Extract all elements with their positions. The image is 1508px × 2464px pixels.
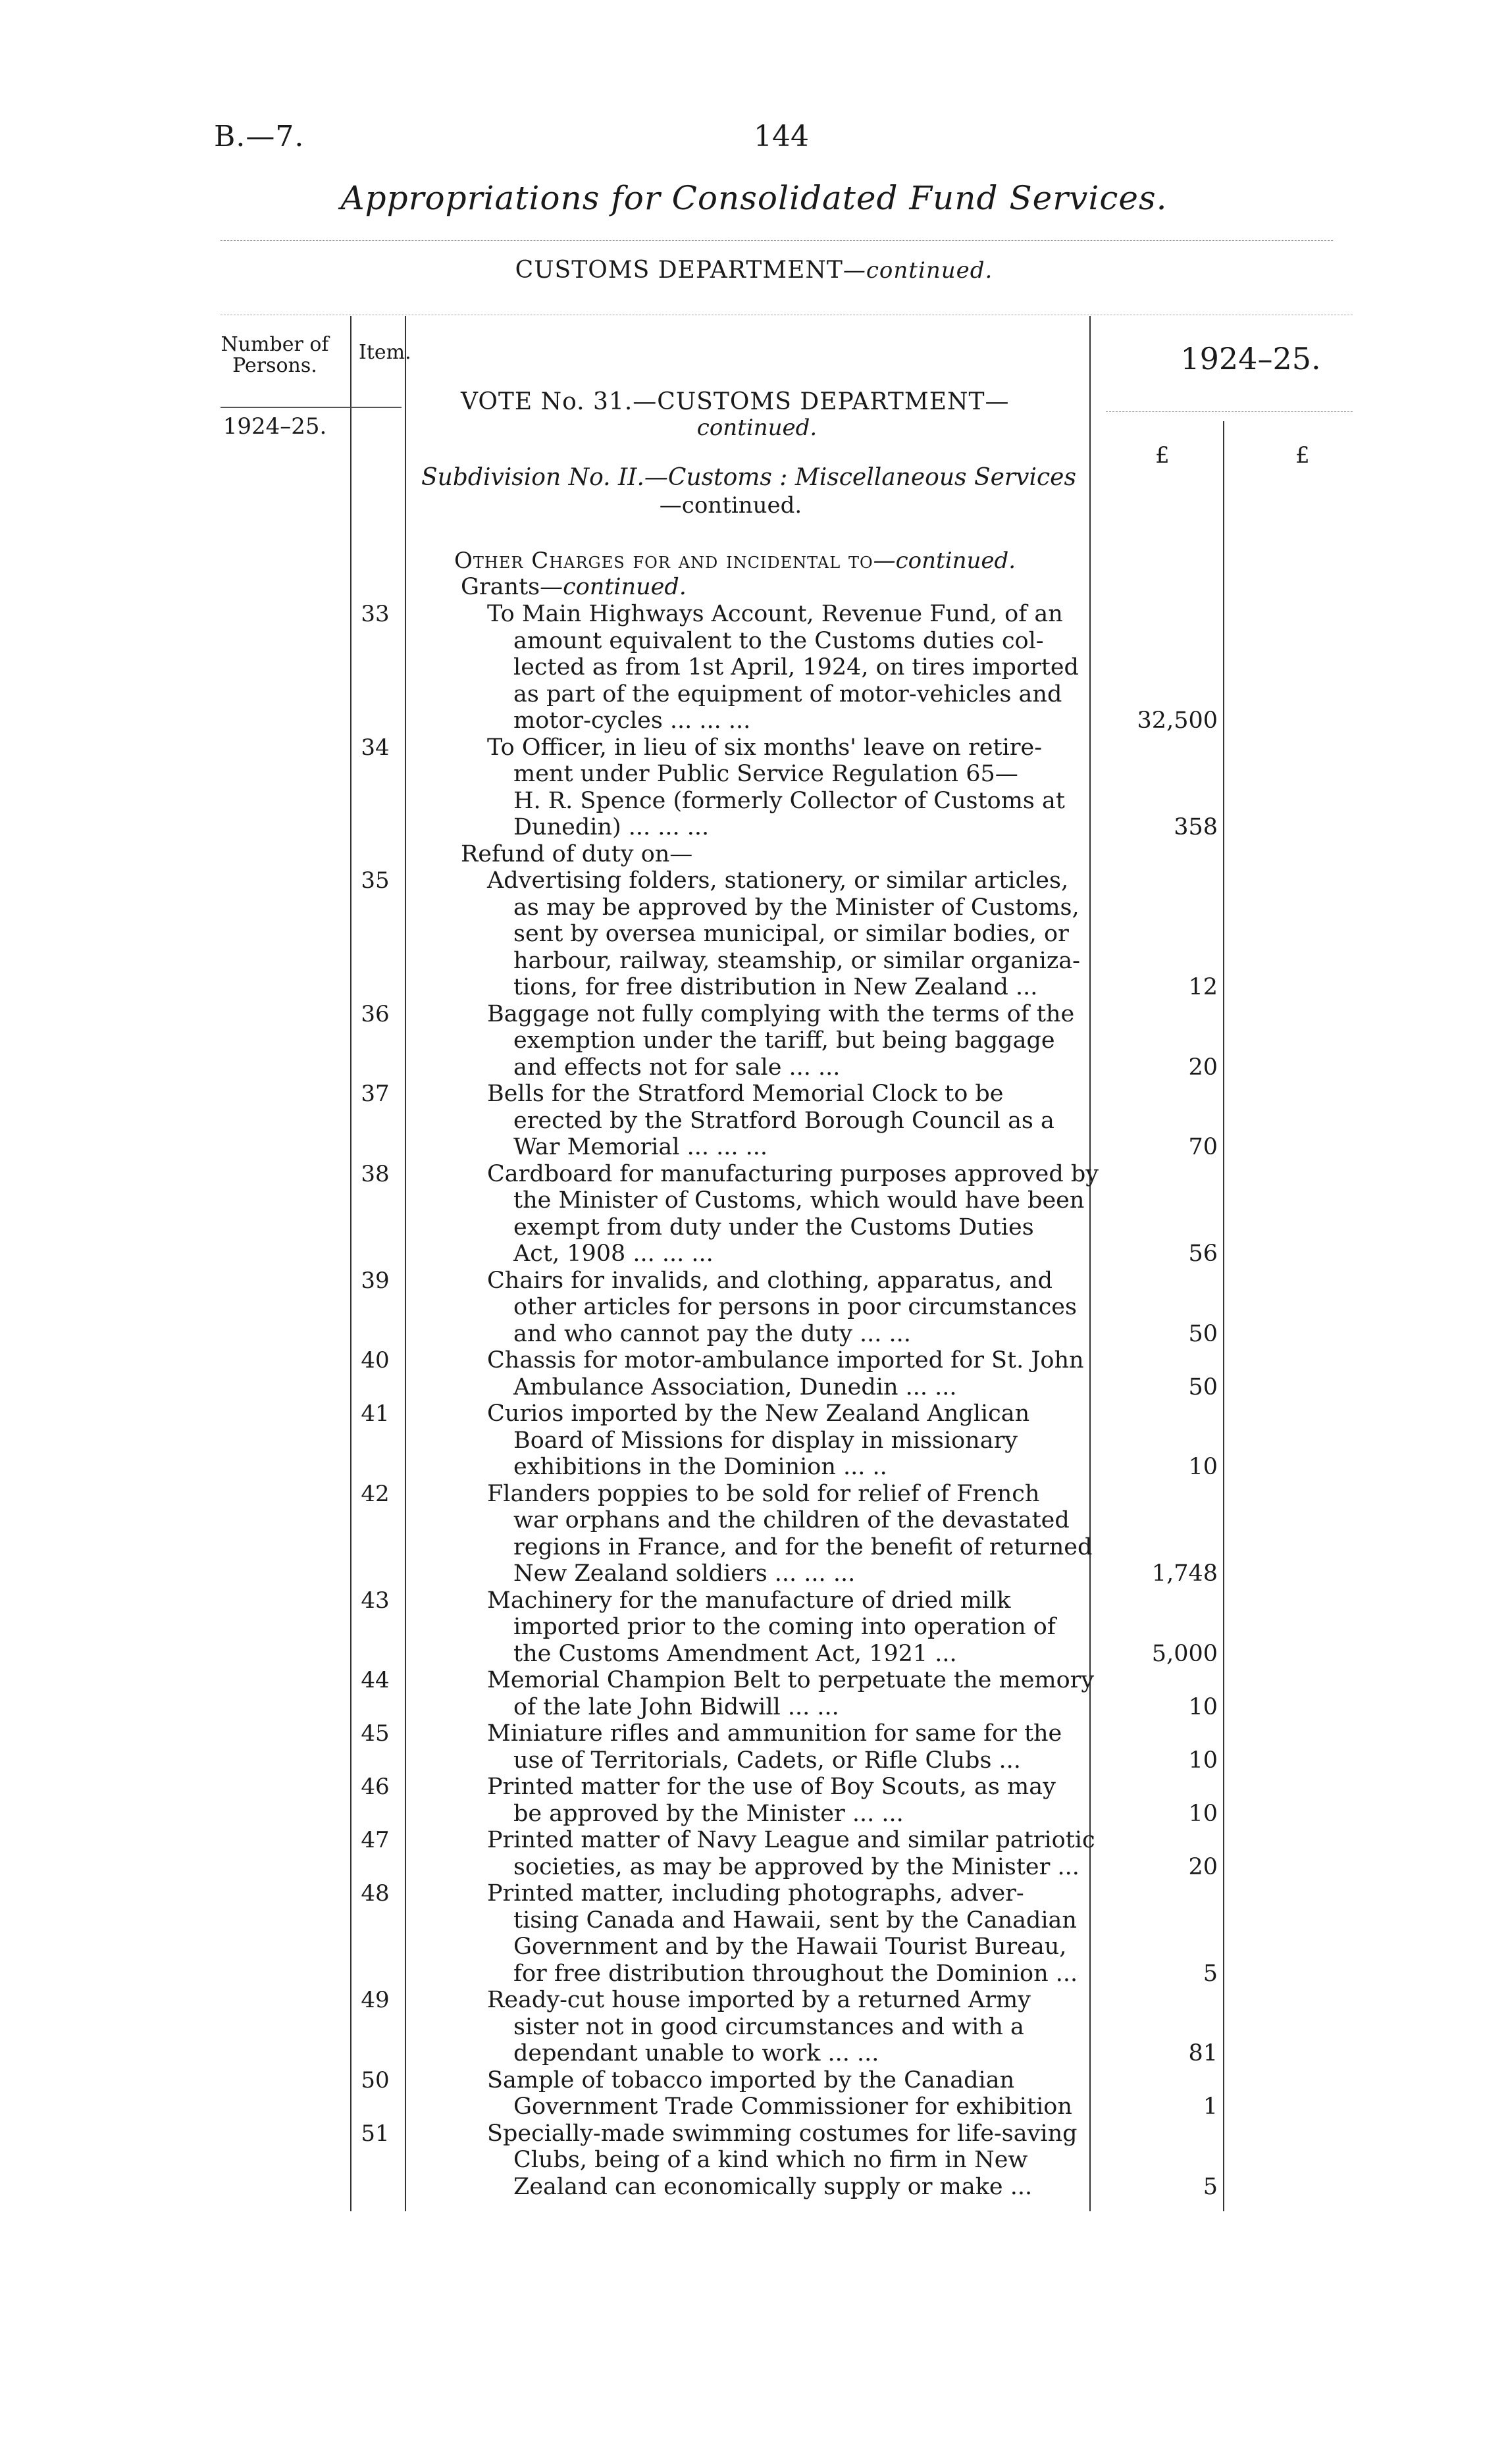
description-line: tising Canada and Hawaii, sent by the Canadian [513,1907,1077,1934]
item-number: 38 [361,1160,390,1187]
item-number: 45 [361,1720,390,1747]
item-number: 34 [361,734,390,761]
item-number: 37 [361,1081,390,1107]
description-line: motor-cycles ... ... ... [513,707,751,734]
item-number: 51 [361,2120,390,2147]
refund-heading: Refund of duty on— [461,840,693,867]
amount-value: 10 [1188,1693,1218,1720]
description-line: imported prior to the coming into operation of [513,1614,1056,1640]
description-line: exhibitions in the Dominion ... .. [513,1454,887,1480]
amount-value: 10 [1188,1800,1218,1827]
amount-value: 20 [1188,1853,1218,1880]
section-heading-suffix: —continued. [873,548,1016,574]
description-line: To Officer, in lieu of six months' leave on retire- [487,734,1043,761]
year-subrule [1106,411,1353,412]
description-line: societies, as may be approved by the Minister ... [513,1853,1079,1880]
description-line: war orphans and the children of the devastated [513,1507,1070,1533]
description-line: lected as from 1st April, 1924, on tires imported [513,654,1079,680]
description-line: the Minister of Customs, which would have been [513,1187,1085,1214]
description-line: of the late John Bidwill ... ... [513,1693,839,1720]
description-line: Machinery for the manufacture of dried milk [487,1587,1011,1614]
item-number: 39 [361,1267,390,1294]
amount-value: 56 [1188,1241,1218,1267]
grants-label: Grants [461,574,540,600]
description-line: Act, 1908 ... ... ... [513,1241,714,1267]
description-line: as may be approved by the Minister of Customs, [513,894,1079,921]
page-number: 144 [754,120,809,153]
amount-value: 12 [1188,974,1218,1000]
item-number: 46 [361,1774,390,1800]
amount-value: 358 [1174,814,1218,840]
persons-divider [350,316,351,2211]
description-line: Sample of tobacco imported by the Canadian [487,2066,1015,2093]
amount-value: 10 [1188,1747,1218,1774]
amount-value: 1 [1203,2093,1218,2120]
description-line: Bells for the Stratford Memorial Clock to be [487,1081,1004,1107]
document-reference: B.—7. [214,120,305,153]
item-number: 40 [361,1347,390,1373]
item-number: 35 [361,867,390,894]
item-number: 50 [361,2066,390,2093]
description-line: Baggage not fully complying with the terms of the [487,1000,1075,1027]
department-name: CUSTOMS DEPARTMENT [515,257,843,284]
description-line: Printed matter, including photographs, adver- [487,1880,1024,1907]
description-line: be approved by the Minister ... ... [513,1800,904,1827]
number-persons-header: Number of Persons. [221,333,329,377]
grants-suffix: —continued. [540,574,687,600]
pound-sign-1: £ [1155,442,1170,469]
description-line: other articles for persons in poor circumstances [513,1294,1077,1320]
description-line: Dunedin) ... ... ... [513,814,710,840]
item-number: 48 [361,1880,390,1907]
amount-value: 10 [1188,1454,1218,1480]
description-line: Ready-cut house imported by a returned Army [487,1987,1031,2013]
description-line: and effects not for sale ... ... [513,1054,841,1081]
pound-sign-2: £ [1295,442,1310,469]
amount-value: 5,000 [1151,1640,1218,1667]
description-line: dependant unable to work ... ... [513,2040,879,2066]
description-line: Advertising folders, stationery, or similar articles, [487,867,1069,894]
description-line: Miniature rifles and ammunition for same for the [487,1720,1062,1747]
description-line: Memorial Champion Belt to perpetuate the memory [487,1667,1095,1693]
section-heading-text: Other Charges for and incidental to [454,548,873,574]
item-divider [405,316,406,2211]
amount-value: 5 [1203,1960,1218,1987]
description-line: the Customs Amendment Act, 1921 ... [513,1640,957,1667]
description-line: sister not in good circumstances and with a [513,2013,1024,2040]
persons-year: 1924–25. [222,413,327,440]
description-line: To Main Highways Account, Revenue Fund, of an [487,601,1063,627]
description-line: Chairs for invalids, and clothing, apparatus, and [487,1267,1053,1294]
description-line: sent by oversea municipal, or similar bodies, or [513,921,1069,947]
amount-value: 70 [1188,1134,1218,1160]
vote-title: VOTE No. 31.—CUSTOMS DEPARTMENT— [461,388,1010,415]
department-heading [0,257,1508,284]
description-line: Ambulance Association, Dunedin ... ... [513,1373,957,1400]
description-line: Flanders poppies to be sold for relief of French [487,1480,1040,1507]
section-heading [454,548,1086,574]
description-line: Specially-made swimming costumes for life-saving [487,2120,1078,2147]
description-line: erected by the Stratford Borough Council as a [513,1107,1054,1134]
description-line: Government Trade Commissioner for exhibition [513,2093,1072,2120]
item-number: 44 [361,1667,390,1693]
description-line: amount equivalent to the Customs duties col- [513,627,1044,654]
amount-value: 50 [1188,1320,1218,1347]
description-line: Cardboard for manufacturing purposes approved by [487,1160,1099,1187]
description-line: Zealand can economically supply or make ... [513,2173,1033,2200]
description-line: regions in France, and for the benefit of returned [513,1533,1093,1560]
amount-value: 32,500 [1137,707,1218,734]
description-line: for free distribution throughout the Dominion ... [513,1960,1078,1987]
amount-value: 5 [1203,2173,1218,2200]
description-line: use of Territorials, Cadets, or Rifle Clubs ... [513,1747,1021,1774]
item-number: 41 [361,1400,390,1427]
amount-value: 1,748 [1151,1560,1218,1587]
amount-value: 50 [1188,1373,1218,1400]
item-number: 43 [361,1587,390,1614]
grants-heading [461,574,687,600]
description-line: harbour, railway, steamship, or similar organiza- [513,947,1080,974]
item-number: 33 [361,601,390,627]
description-line: H. R. Spence (formerly Collector of Customs at [513,787,1065,814]
description-line: Chassis for motor-ambulance imported for St. John [487,1347,1084,1373]
item-number: 47 [361,1827,390,1853]
description-line: Curios imported by the New Zealand Anglican [487,1400,1030,1427]
amount-value: 20 [1188,1054,1218,1081]
year-header: 1924–25. [1180,341,1321,376]
item-number: 36 [361,1000,390,1027]
page-title: Appropriations for Consolidated Fund Services. [340,179,1168,217]
persons-subrule [221,407,402,408]
title-rule [221,240,1333,241]
description-line: War Memorial ... ... ... [513,1134,767,1160]
description-line: Board of Missions for display in missionary [513,1427,1018,1454]
description-line: as part of the equipment of motor-vehicles and [513,680,1062,707]
description-line: Clubs, being of a kind which no firm in New [513,2147,1028,2173]
description-line: exemption under the tariff, but being baggage [513,1027,1055,1054]
description-line: Printed matter for the use of Boy Scouts, as may [487,1774,1056,1800]
item-number: 49 [361,1987,390,2013]
description-line: Government and by the Hawaii Tourist Bureau, [513,1934,1067,1960]
description-line: exempt from duty under the Customs Duties [513,1214,1034,1241]
item-header: Item. [359,341,411,364]
amount-divider [1223,421,1224,2211]
amount-value: 81 [1188,2040,1218,2066]
description-line: Printed matter of Navy League and similar patriotic [487,1827,1095,1853]
description-line: ment under Public Service Regulation 65— [513,761,1018,787]
description-line: tions, for free distribution in New Zealand ... [513,974,1038,1000]
item-number: 42 [361,1480,390,1507]
vote-continued: continued. [696,415,818,441]
description-line: and who cannot pay the duty ... ... [513,1320,911,1347]
subdivision-title: Subdivision No. II.—Customs : Miscellaneous Services [421,464,1076,491]
description-line: New Zealand soldiers ... ... ... [513,1560,856,1587]
subdivision-continued: —continued. [659,492,802,519]
department-suffix: —continued. [843,257,993,284]
